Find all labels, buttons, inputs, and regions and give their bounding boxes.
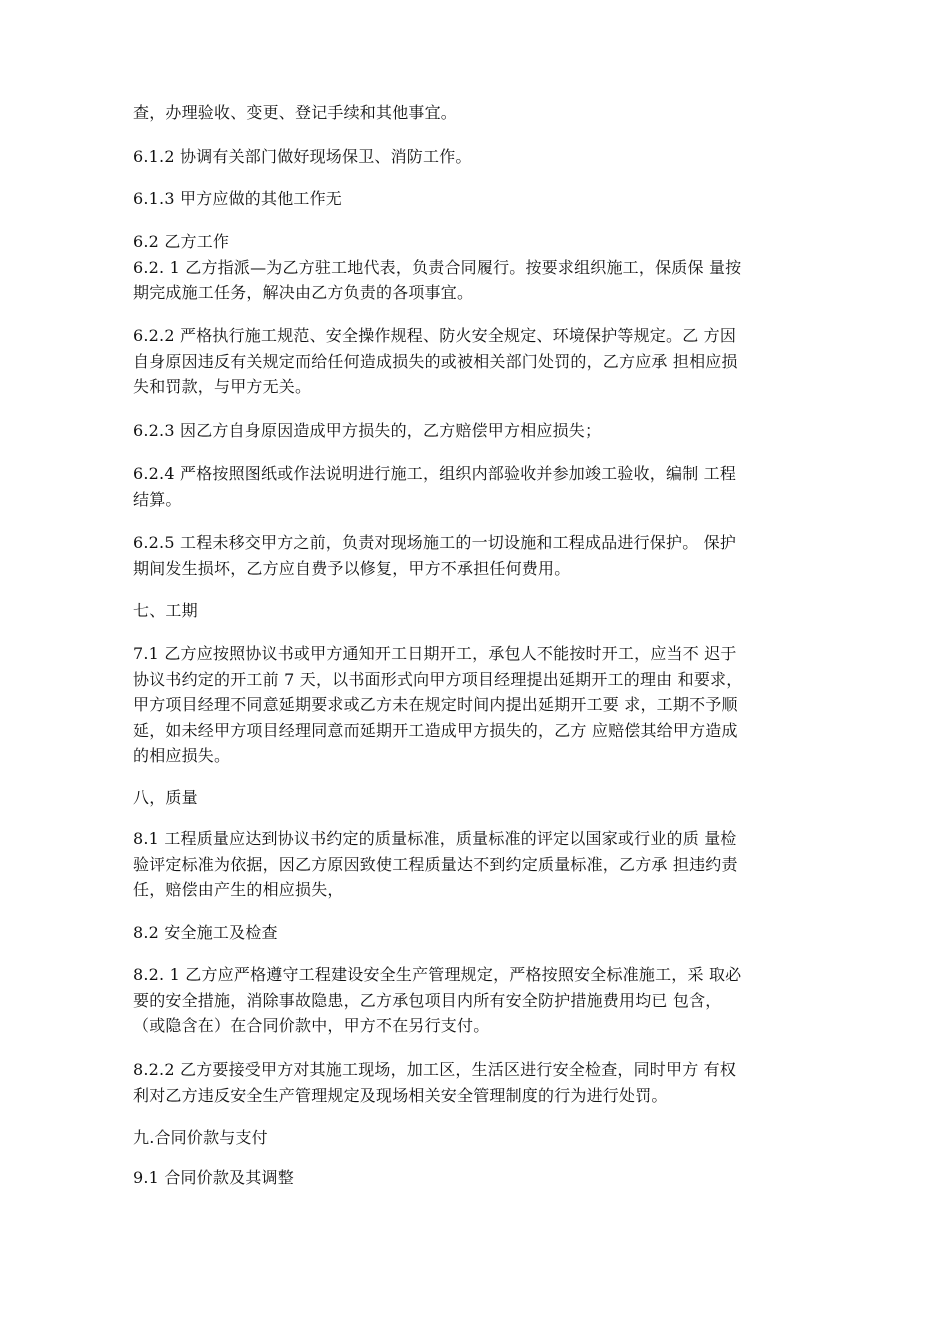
text-line: 期间发生损坏，乙方应自费予以修复，甲方不承担任何费用。 [133, 558, 571, 578]
text-line: 期完成施工任务，解决由乙方负责的各项事宜。 [133, 283, 474, 302]
section-heading [133, 920, 823, 946]
text-line: 结算。 [133, 489, 182, 509]
text-line: 9.1 合同价款及其调整 [133, 1168, 294, 1187]
text-line: 失和罚款，与甲方无关。 [133, 377, 312, 396]
text-line: 协议书约定的开工前 7 天，以书面形式向甲方项目经理提出延期开工的理由 和要求， [133, 669, 743, 689]
paragraph [133, 229, 823, 306]
paragraph [133, 418, 823, 444]
text-line: 6.2. 1 乙方指派—为乙方驻工地代表，负责合同履行。按要求组织施工，保质保 量按 [133, 257, 742, 277]
text-line: 6.1.3 甲方应做的其他工作无 [133, 189, 342, 208]
text-line: 6.1.2 协调有关部门做好现场保卫、消防工作。 [133, 147, 472, 166]
text-line: 7.1 乙方应按照协议书或甲方通知开工日期开工，承包人不能按时开工，应当不 迟于 [133, 644, 737, 663]
paragraph [133, 1057, 823, 1108]
paragraph [133, 144, 823, 170]
paragraph [133, 530, 823, 581]
section-heading: 6.2 乙方工作 [133, 232, 230, 251]
text-line: 利对乙方违反安全生产管理规定及现场相关安全管理制度的行为进行处罚。 [133, 1085, 668, 1105]
text-line: 七、工期 [133, 601, 198, 620]
text-line: 要的安全措施，消除事故隐患，乙方承包项目内所有安全防护措施费用均已 包含， [133, 990, 722, 1010]
text-line: 6.2.5 工程未移交甲方之前，负责对现场施工的一切设施和工程成品进行保护。 保护 [133, 533, 737, 552]
paragraph [133, 186, 823, 212]
text-line: （或隐含在）在合同价款中，甲方不在另行支付。 [133, 1016, 490, 1035]
paragraph [133, 826, 823, 903]
paragraph [133, 641, 823, 769]
text-line: 6.2.4 严格按照图纸或作法说明进行施工，组织内部验收并参加竣工验收，编制 工程 [133, 464, 737, 483]
section-heading [133, 1165, 823, 1191]
text-line: 8.1 工程质量应达到协议书约定的质量标准，质量标准的评定以国家或行业的质 量检 [133, 829, 737, 848]
text-line: 8.2.2 乙方要接受甲方对其施工现场，加工区，生活区进行安全检查，同时甲方 有权 [133, 1060, 737, 1079]
text-line: 延，如未经甲方项目经理同意而延期开工造成甲方损失的，乙方 应赔偿其给甲方造成 [133, 720, 738, 740]
paragraph [133, 323, 823, 400]
text-line: 的相应损失。 [133, 746, 231, 765]
text-line: 6.2.3 因乙方自身原因造成甲方损失的，乙方赔偿甲方相应损失； [133, 421, 602, 440]
text-line: 九.合同价款与支付 [133, 1128, 268, 1147]
paragraph [133, 100, 823, 126]
paragraph [133, 461, 823, 512]
text-line: 任，赔偿由产生的相应损失， [133, 880, 344, 899]
section-heading [133, 598, 823, 624]
section-heading [133, 1125, 823, 1151]
text-line: 甲方项目经理不同意延期要求或乙方未在规定时间内提出延期开工要 求，工期不予顺 [133, 695, 738, 714]
text-line: 8.2 安全施工及检查 [133, 923, 278, 942]
paragraph [133, 962, 823, 1039]
text-line: 验评定标准为依据，因乙方原因致使工程质量达不到约定质量标准，乙方承 担违约责 [133, 854, 738, 874]
section-heading [133, 785, 823, 811]
text-line: 6.2.2 严格执行施工规范、安全操作规程、防火安全规定、环境保护等规定。乙 方因 [133, 326, 737, 345]
text-line: 八，质量 [133, 788, 198, 807]
text-line: 查，办理验收、变更、登记手续和其他事宜。 [133, 103, 458, 122]
text-line: 8.2. 1 乙方应严格遵守工程建设安全生产管理规定，严格按照安全标准施工，采 取必 [133, 965, 742, 984]
text-line: 自身原因违反有关规定而给任何造成损失的或被相关部门处罚的，乙方应承 担相应损 [133, 351, 738, 371]
